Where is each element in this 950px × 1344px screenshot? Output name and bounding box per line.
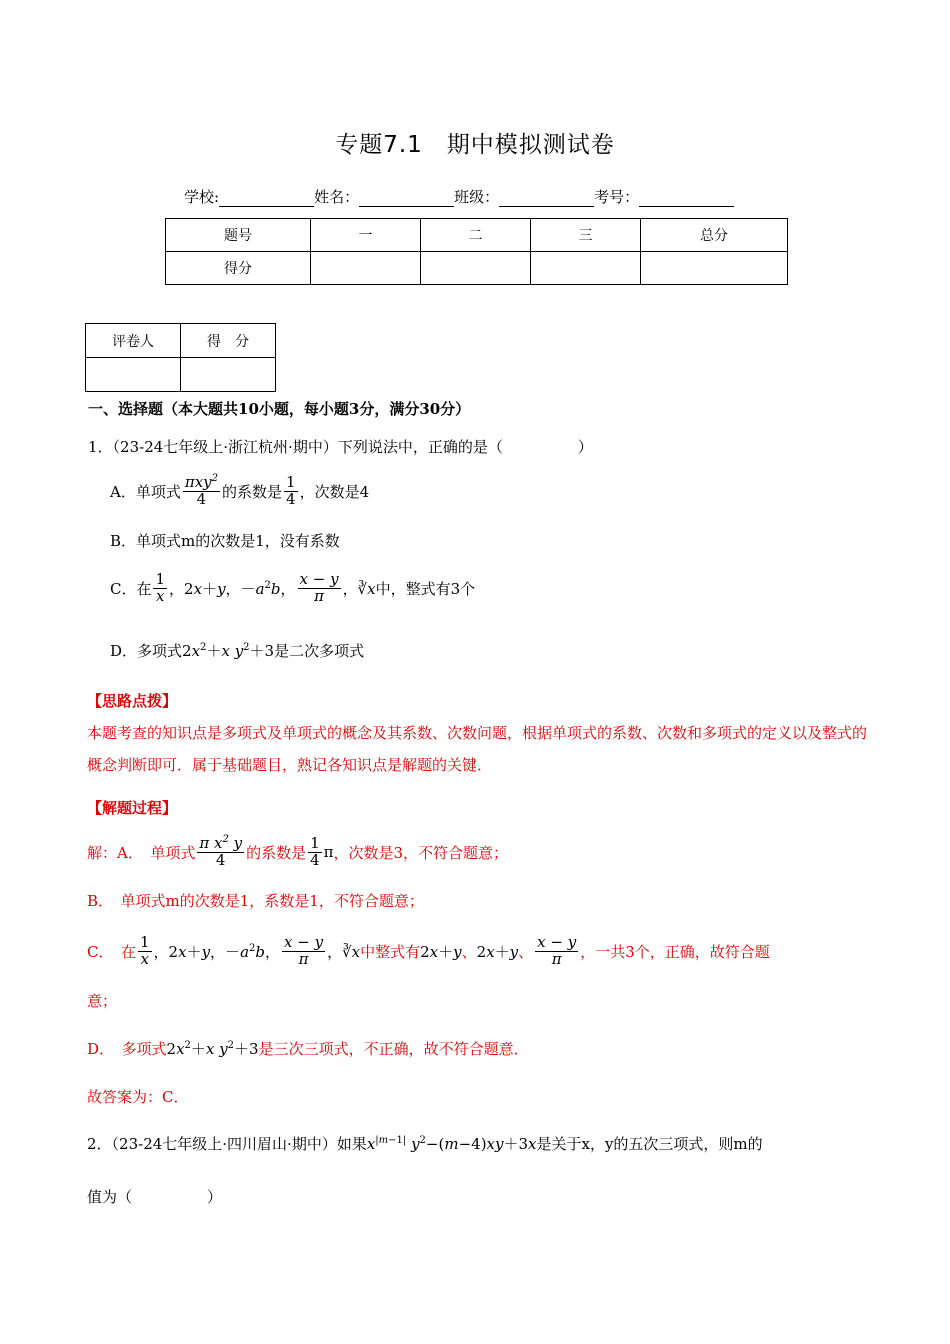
solution-c-cont: 意； [87,992,118,1010]
math-fraction: $\frac{x - y}{\pi}$ [299,569,339,605]
score-header-cell: 题号 [166,219,311,252]
grader-header: 评卷人 [86,324,181,358]
exam-no-blank[interactable] [639,190,734,207]
math-expression: 2x＋y [420,942,462,961]
school-blank[interactable] [219,190,314,207]
section-heading: 一、选择题（本大题共10小题，每小题3分，满分30分） [88,400,471,418]
math-expression: ，2x＋y，$-a^2b$， [169,579,296,598]
score-table [165,218,788,285]
solution-a-prefix: 解：A． 单项式 [87,843,196,862]
q1-a-suffix: ，次数是4 [299,482,370,501]
math-pi: π [323,843,334,861]
grader-score-header: 得 分 [181,324,276,358]
hint-text: 本题考查的知识点是多项式及单项式的概念及其系数、次数问题，根据单项式的系数、次数和多项式的定义以及整式的概念判断即可．属于基础题目，熟记各知识点是解题的关键． [87,724,868,774]
q1-stem: 1．（23-24七年级上·浙江杭州·期中）下列说法中，正确的是（ ） [88,438,593,456]
grader-score-cell[interactable] [181,358,276,392]
score-header-cell: 一 [311,219,421,252]
student-info-line [184,186,734,207]
math-expression: ，2x＋y，$-a^2b$， [153,942,281,961]
solution-label: 【解题过程】 [87,799,178,817]
solution-c-mid: 中整式有 [360,942,421,961]
math-fraction: $\frac{1}{4}$ [286,472,296,508]
q1-option-b[interactable]: B．单项式m的次数是1，没有系数 [110,532,340,550]
hint-label: 【思路点拨】 [87,692,178,710]
q2-stem [87,1133,763,1154]
solution-c-suffix: ，一共3个，正确，故符合题 [580,942,770,961]
separator: 、 [461,942,477,961]
q1-a-prefix: A．单项式 [110,482,181,501]
math-fraction: $\frac{1}{x}$ [139,932,150,968]
math-root: ，∛x [342,579,376,598]
q1-a-mid: 的系数是 [222,482,283,501]
grader-cell[interactable] [86,358,181,392]
class-blank[interactable] [499,190,594,207]
math-fraction: $\frac{\pi x^2 y}{4}$ [199,834,243,869]
grader-table [85,323,276,392]
q1-option-a[interactable] [110,469,369,513]
q1-d-suffix: 是二次多项式 [274,642,365,660]
score-header-cell: 三 [531,219,641,252]
q2-prefix: 2．（23-24七年级上·四川眉山·期中）如果 [87,1135,367,1153]
answer-line: 故答案为：C． [87,1088,189,1106]
math-root: ，∛x [327,942,361,961]
score-cell[interactable] [421,252,531,285]
solution-a-mid: 的系数是 [246,843,307,862]
math-fraction: $\frac{1}{x}$ [155,569,166,605]
solution-b: B． 单项式m的次数是1，系数是1，不符合题意； [87,892,424,910]
score-row-label: 得分 [166,252,311,285]
math-expression: 2x＋y [476,942,519,961]
math-fraction: $\frac{\pi xy^2}{4}$ [184,473,219,508]
q1-c-prefix: C．在 [110,579,152,598]
solution-d-prefix: D． 多项式 [87,1040,167,1058]
math-expression: $2x^2+x$ $y^2+3$ [182,642,275,660]
score-cell[interactable] [641,252,788,285]
q1-option-c[interactable] [110,566,475,610]
solution-a-suffix: ，次数是3，不符合题意； [333,843,509,862]
page-title: 专题7.1 期中模拟测试卷 [335,132,615,158]
q2-line2: 值为（ ） [87,1188,223,1206]
solution-d [87,1038,529,1059]
solution-d-suffix: 是三次三项式，不正确，故不符合题意． [258,1040,529,1058]
q1-option-d[interactable] [110,640,364,661]
score-header-cell: 总分 [641,219,788,252]
math-expression: $2x^2+x$ $y^2+3$ [166,1040,259,1058]
score-cell[interactable] [311,252,421,285]
math-expression: $x^{|m-1|}$ $y^2-(m-4)xy+3x$ [366,1135,537,1153]
name-blank[interactable] [359,190,454,207]
solution-a [87,830,508,874]
score-header-cell: 二 [421,219,531,252]
q2-suffix: 是关于x，y的五次三项式，则m的 [536,1135,763,1153]
separator: 、 [518,942,534,961]
school-label: 学校: [184,188,220,206]
exam-no-label: 考号： [594,188,640,206]
q1-c-suffix: 中，整式有3个 [375,579,476,598]
math-fraction: $\frac{x - y}{\pi}$ [284,932,324,968]
math-fraction: $\frac{1}{4}$ [310,833,320,869]
math-fraction: $\frac{x - y}{\pi}$ [537,932,577,968]
solution-c-prefix: C． 在 [87,942,136,961]
score-cell[interactable] [531,252,641,285]
class-label: 班级： [454,188,500,206]
q1-d-prefix: D．多项式 [110,642,183,660]
name-label: 姓名： [314,188,360,206]
solution-c [87,929,770,973]
